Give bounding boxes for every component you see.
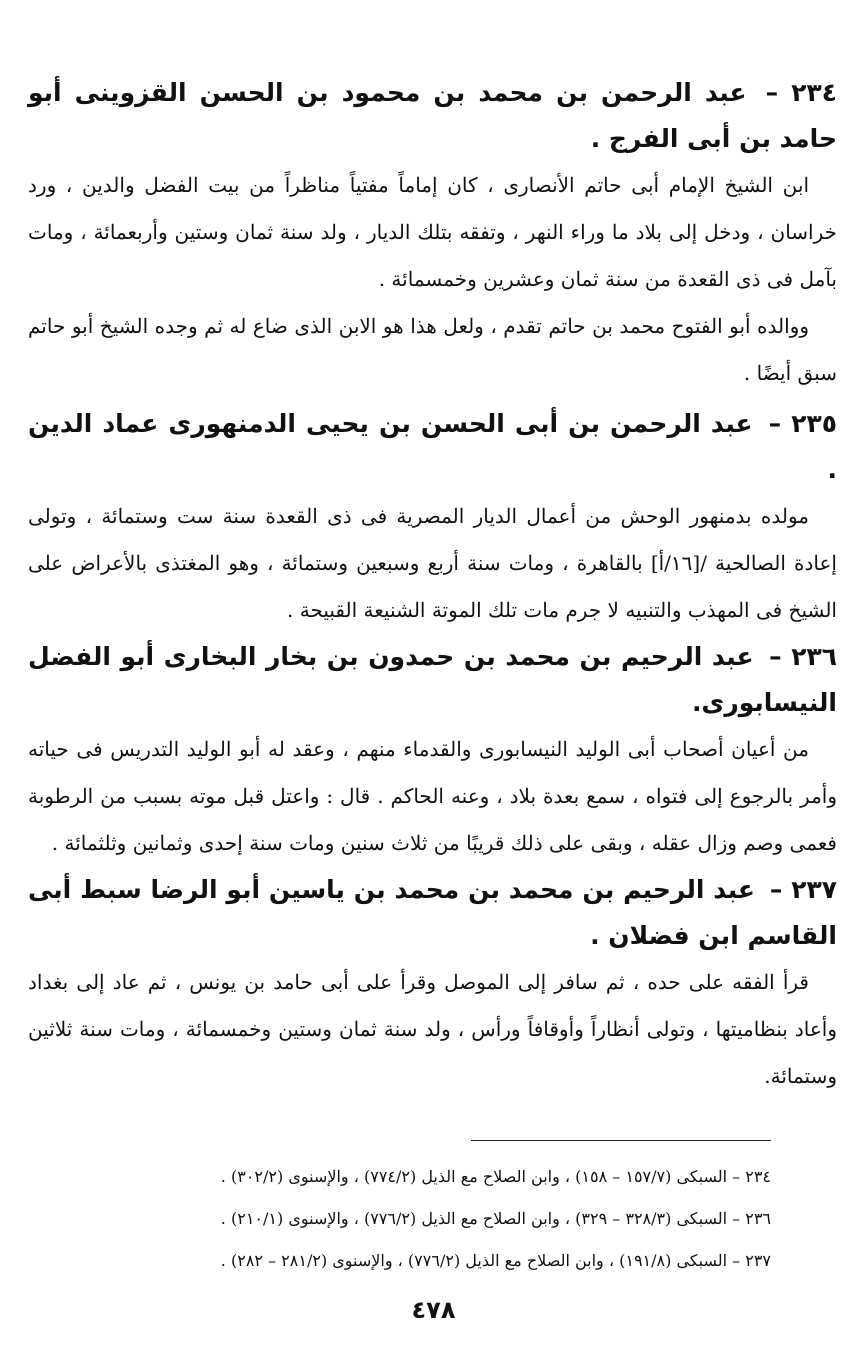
entry-heading (28, 867, 837, 959)
entry-paragraph: ابن الشيخ الإمام أبى حاتم الأنصارى ، كان إماماً مفتياً مناظراً من بيت الفضل والدين ، ورد خراسان ، ودخل إلى بلاد ما وراء النهر ، وتفقه بتلك الديار ، ولد سنة ثمان وستين وأربعمائة ، ومات بآمل فى ذى القعدة من سنة ثمان وعشرين وخمسمائة . (28, 173, 837, 291)
entry-paragraph: مولده بدمنهور الوحش من أعمال الديار المصرية فى ذى القعدة سنة ست وستمائة ، وتولى إعادة الصالحية /[١٦/أ] بالقاهرة ، ومات سنة أربع وسبعين وستمائة ، وهو المغتذى بالأعراض على الشيخ فى المهذب والتنبيه لا جرم مات تلك الموتة الشنيعة القبيحة . (28, 504, 837, 622)
entry-title: عبد الرحيم بن محمد بن حمدون بن بخار البخارى أبو الفضل النيسابورى. (28, 642, 837, 717)
entry-paragraph: قرأ الفقه على حده ، ثم سافر إلى الموصل وقرأ على أبى حامد بن يونس ، ثم عاد إلى بغداد وأعاد بنظاميتها ، وتولى أنظاراً وأوقافاً ورأس ، ولد سنة ثمان وستين وخمسمائة ، ومات سنة ثلاثين وستمائة. (28, 970, 837, 1088)
entry-title: عبد الرحيم بن محمد بن محمد بن ياسين أبو الرضا سبط أبى القاسم ابن فضلان . (28, 875, 837, 950)
footnote: ٢٣٤ – السبكى (١٥٧/٧ – ١٥٨) ، وابن الصلاح مع الذيل (٧٧٤/٢) ، والإسنوى (٣٠٢/٢) . (220, 1167, 771, 1186)
entry-paragraph: ووالده أبو الفتوح محمد بن حاتم تقدم ، ولعل هذا هو الابن الذى ضاع له ثم وجده الشيخ أبو حاتم سبق أيضًا . (28, 314, 837, 385)
entry-paragraph: من أعيان أصحاب أبى الوليد النيسابورى والقدماء منهم ، وعقد له أبو الوليد التدريس فى حياته وأمر بالرجوع إلى فتواه ، سمع بعدة بلاد ، وعنه الحاكم . قال : واعتل قبل موته بسبب من الرطوبة فعمى وصم وزال عقله ، وبقى على ذلك قريبًا من ثلاث سنين ومات سنة إحدى وثمانين وثلثمائة . (28, 737, 837, 855)
entry-heading (28, 70, 837, 162)
main-text (28, 70, 837, 1100)
entry-heading (28, 634, 837, 726)
footnotes (40, 1156, 771, 1282)
page-number: ٤٧٨ (411, 1296, 456, 1324)
entry-heading (28, 401, 837, 493)
footnote: ٢٣٦ – السبكى (٣٢٨/٣ – ٣٢٩) ، وابن الصلاح مع الذيل (٧٧٦/٢) ، والإسنوى (٢١٠/١) . (220, 1209, 771, 1228)
entry-title: عبد الرحمن بن أبى الحسن بن يحيى الدمنهورى عماد الدين . (28, 409, 837, 484)
entry-number: ٢٣٥ – (768, 409, 837, 438)
footnote: ٢٣٧ – السبكى (١٩١/٨) ، وابن الصلاح مع الذيل (٧٧٦/٢) ، والإسنوى (٢٨١/٢ – ٢٨٢) . (220, 1251, 771, 1270)
footnote-divider (471, 1140, 771, 1141)
entry-number: ٢٣٦ – (769, 642, 837, 671)
entry-number: ٢٣٧ – (769, 875, 837, 904)
entry-title: عبد الرحمن بن محمد بن محمود بن الحسن القزوينى أبو حامد بن أبى الفرج . (28, 78, 837, 153)
entry-number: ٢٣٤ – (765, 78, 837, 107)
